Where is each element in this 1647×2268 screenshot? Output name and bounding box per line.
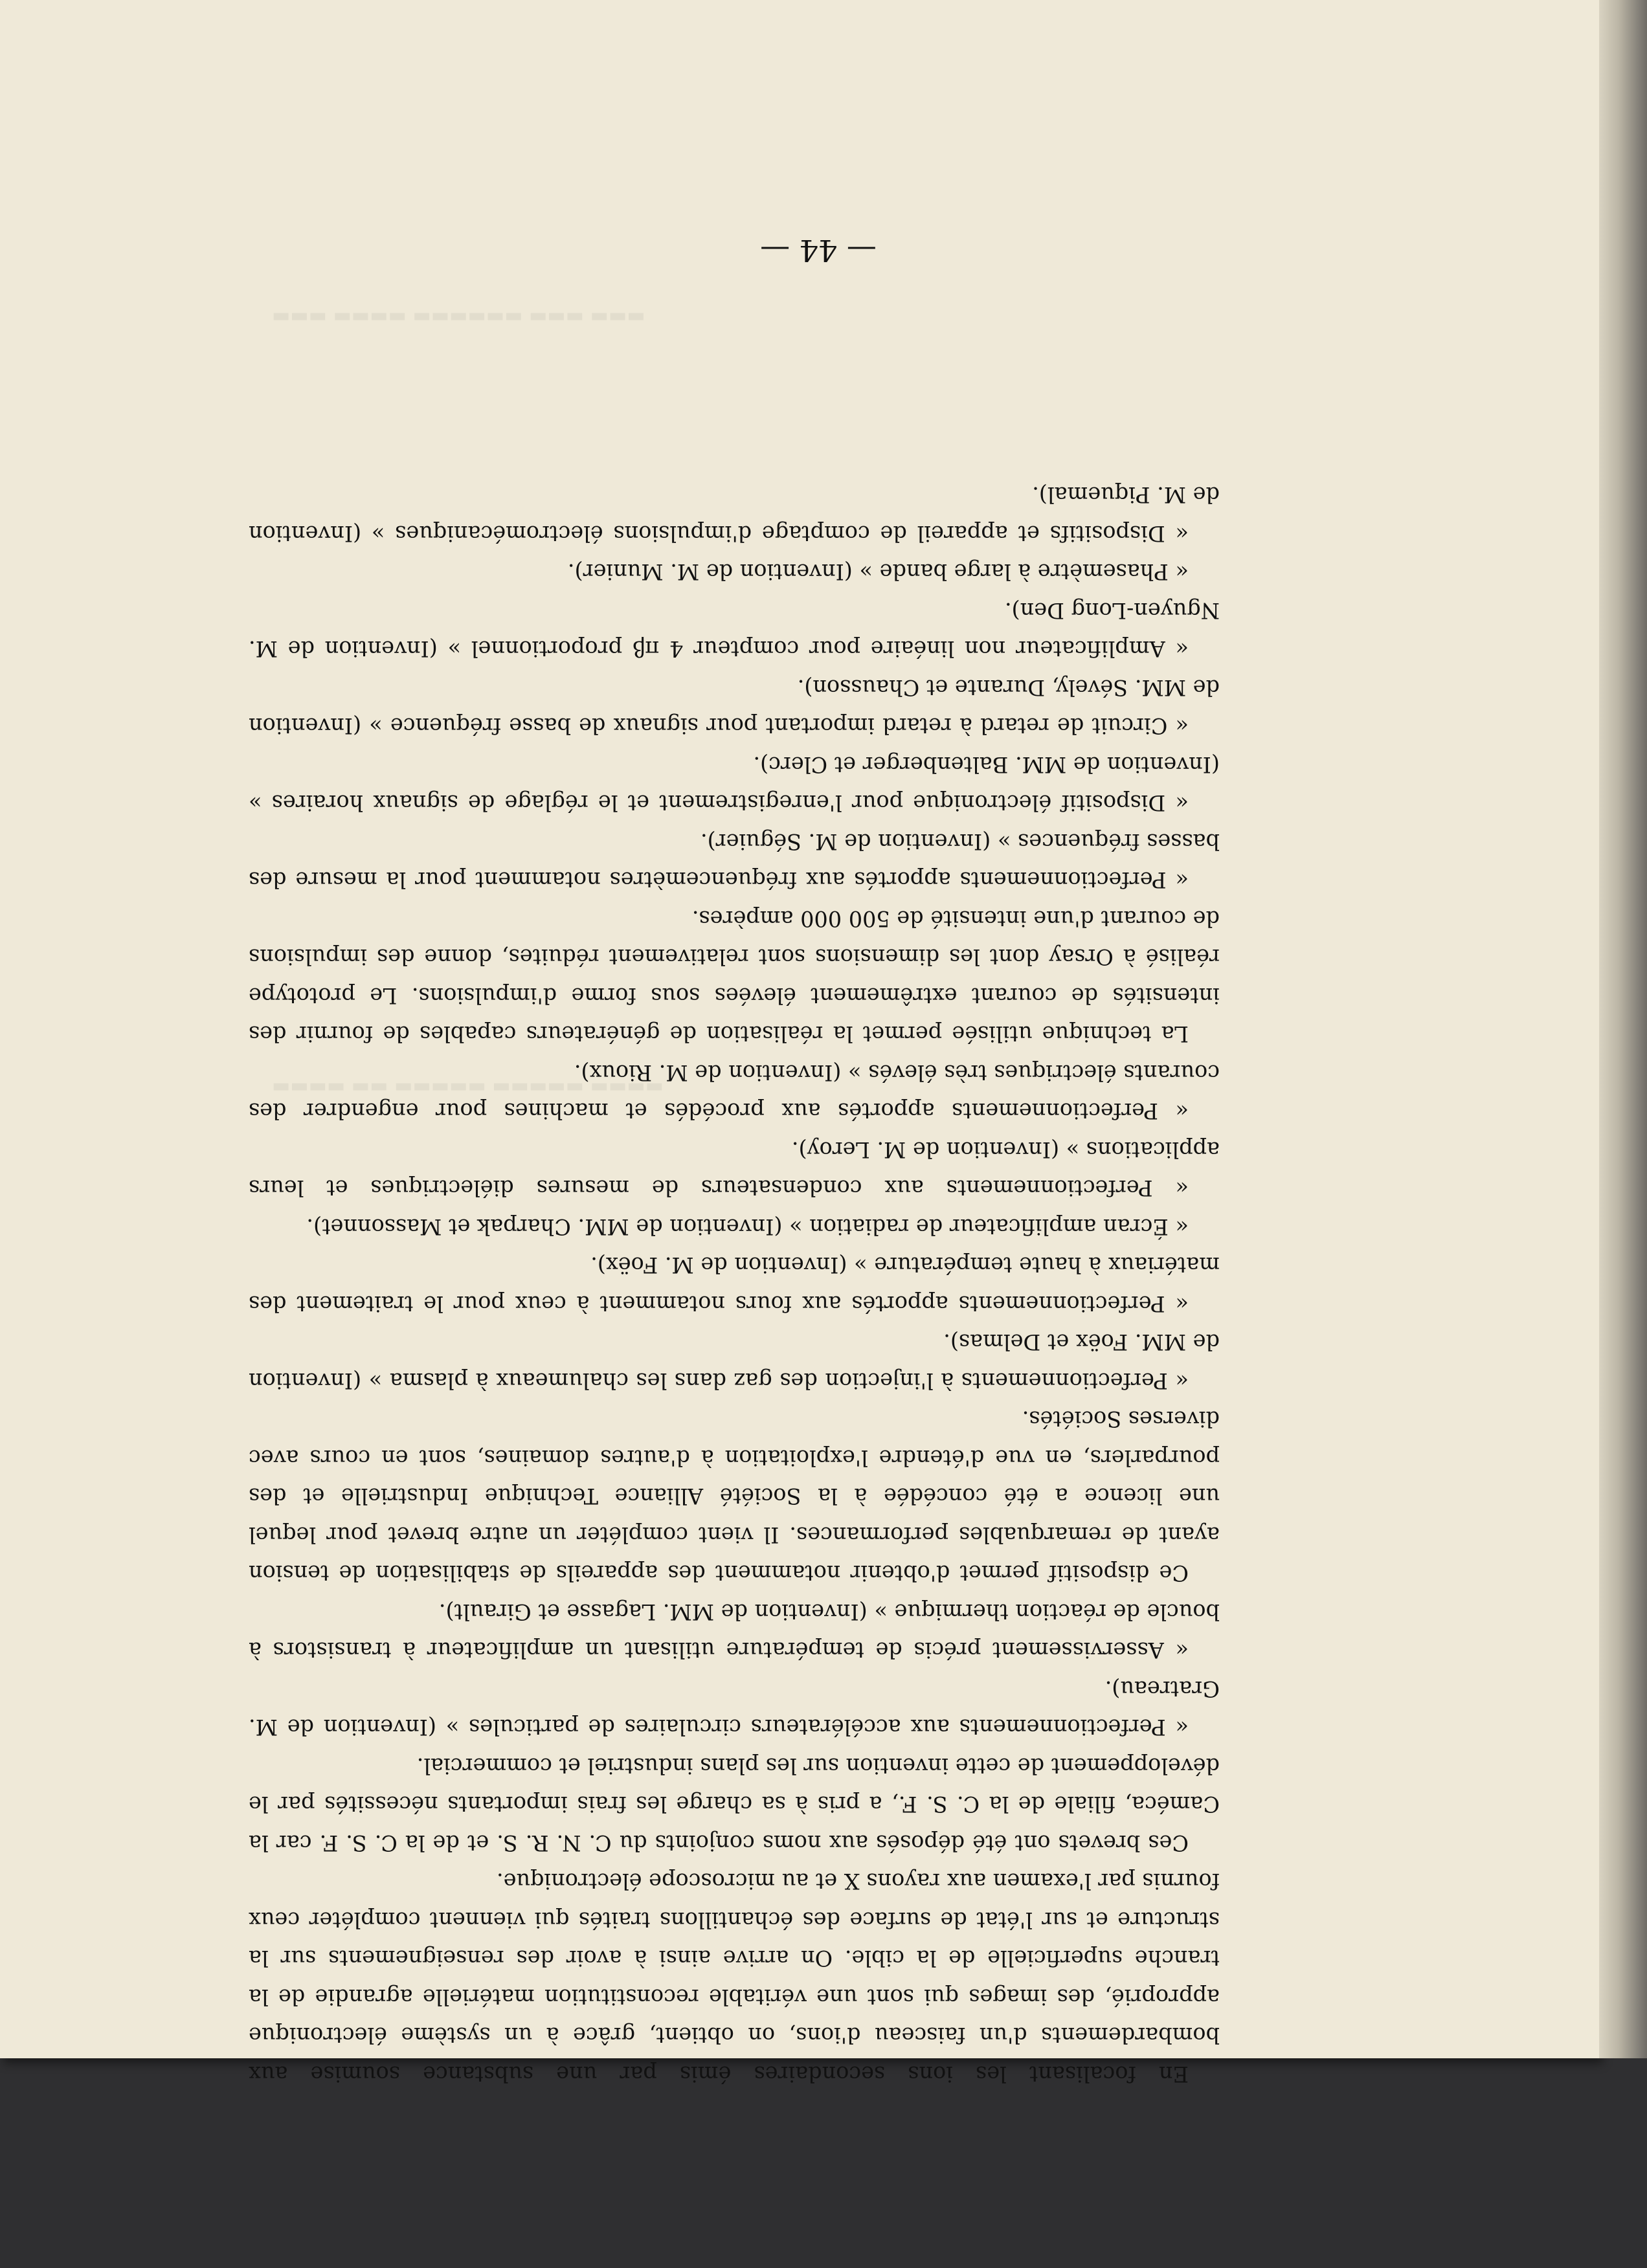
paragraph: « Perfectionnements aux accélérateurs circulaires de particules » (Invention de M. Gratreau). xyxy=(249,1676,1220,1740)
paragraph: « Amplificateur non linéaire pour compteur 4 πβ proportionnel » (Invention de M. Nguyen-Long Den). xyxy=(249,598,1220,662)
paragraph: « Écran amplificateur de radiation » (Invention de MM. Charpak et Massonnet). xyxy=(306,1214,1189,1240)
paragraph: « Perfectionnements apportés aux procédés et machines pour engendrer des courants électriques très élevés » (Invention de M. Rioux). xyxy=(249,1060,1220,1124)
paragraph: « Perfectionnements aux condensateurs de mesures diélectriques et leurs applications » (Invention de M. Leroy). xyxy=(249,1137,1220,1201)
paragraph: Ces brevets ont été déposés aux noms conjoints du C. N. R. S. et de la C. S. F. car la Caméca, filiale de la C. S. F., a pris à sa charge les frais importants nécessités par le développement de cette invention sur les plans industriel et commercial. xyxy=(249,1753,1220,1856)
paragraph: « Perfectionnements apportés aux fréquencemètres notamment pour la mesure des basses fréquences » (Invention de M. Séguier). xyxy=(249,829,1220,893)
paragraph: « Phasemètre à large bande » (Invention de M. Munier). xyxy=(567,559,1189,585)
paragraph: En focalisant les ions secondaires émis par une substance soumise aux bombardements d'un faisceau d'ions, on obtient, grâce à un système électronique approprié, des images qui sont une véritable reconstitution matérielle agrandie de la tranche superficielle de la cible. On arrive ainsi à avoir des renseignements sur la structure et sur l'état de surface des échantillons traités qui viennent compléter ceux fournis par l'examen aux rayons X et au microscope électronique. xyxy=(249,1869,1220,2087)
paragraph: « Asservissement précis de température utilisant un amplificateur à transistors à boucle de réaction thermique » (Invention de MM. Lagasse et Girault). xyxy=(249,1599,1220,1663)
paragraph: « Dispositif électronique pour l'enregistrement et le réglage de signaux horaires » (Invention de MM. Baltenberger et Clerc). xyxy=(249,752,1220,816)
paragraph: La technique utilisée permet la réalisation de générateurs capables de fournir des intensités de courant extrêmement élevées sous forme d'impulsions. Le prototype réalisé à Orsay dont les dimensions sont relativement réduites, donne des impulsions de courant d'une intensité de 500 000 ampères. xyxy=(249,906,1220,1047)
paragraph: « Perfectionnements à l'injection des gaz dans les chalumeaux à plasma » (Invention de MM. Foëx et Delmas). xyxy=(249,1329,1220,1394)
bleed-through-text: ▬▬▬ ▬▬▬▬ ▬▬▬▬▬▬ ▬▬▬ ▬▬▬ xyxy=(272,304,645,327)
body-text xyxy=(249,476,1220,2093)
paragraph: Ce dispositif permet d'obtenir notamment des appareils de stabilisation de tension ayant de remarquables performances. Il vient compléter un autre brevet pour lequel une licence a été concédée à la Société Alliance Technique Industrielle et des pourparlers, en vue d'étendre l'exploitation à d'autres domaines, sont en cours avec diverses Sociétés. xyxy=(249,1406,1220,1586)
paragraph: « Dispositifs et appareil de comptage d'impulsions électromécaniques » (Invention de M. Piquemal). xyxy=(249,482,1220,546)
bleed-through-text: ▬▬▬▬ ▬▬ ▬▬▬▬▬ ▬▬▬▬▬ ▬▬▬▬ xyxy=(272,1074,664,1097)
page-number: — 44 — xyxy=(760,233,877,268)
paragraph: « Perfectionnements apportés aux fours notamment à ceux pour le traitement des matériaux à haute température » (Invention de M. Foëx). xyxy=(249,1252,1220,1317)
paragraph: « Circuit de retard à retard important pour signaux de basse fréquence » (Invention de MM. Sévely, Durante et Chausson). xyxy=(249,675,1220,739)
